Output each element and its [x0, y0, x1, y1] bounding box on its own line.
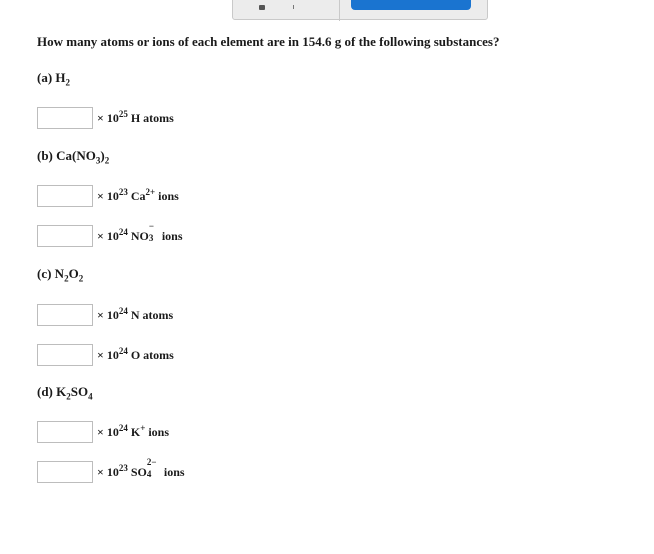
toolbar-divider — [339, 0, 340, 21]
exponent-text: 24 — [118, 345, 128, 356]
o-atoms-unit — [97, 345, 174, 363]
no3-ion-scripts — [148, 221, 159, 244]
part-c-label-sub: 2 — [64, 273, 69, 284]
species-text: O atoms — [130, 347, 174, 362]
top-toolbar-panel — [232, 0, 488, 20]
answer-row-k-ions — [37, 421, 169, 443]
part-c-label-text: (c) N — [37, 266, 65, 281]
exponent-text: 23 — [118, 186, 128, 197]
ca-ions-input[interactable] — [37, 185, 93, 207]
k-ions-unit — [97, 422, 170, 440]
charge-text: 2+ — [145, 186, 156, 197]
part-b-label — [37, 148, 109, 164]
toolbar-tick-mark — [293, 5, 294, 9]
subscript-text: 4 — [146, 469, 152, 479]
part-d-label — [37, 384, 93, 400]
subscript-text: 3 — [148, 233, 154, 243]
multiplier-text: × 10 — [97, 465, 119, 479]
species-text: SO — [130, 465, 147, 479]
multiplier-text: × 10 — [97, 424, 119, 439]
answer-row-h-atoms — [37, 107, 174, 129]
part-b-label-text: (b) Ca(NO — [37, 148, 96, 163]
part-c-label-sub2: 2 — [78, 273, 84, 284]
charge-text: 2− — [146, 457, 157, 467]
charge-text: + — [140, 422, 146, 433]
suffix-text: ions — [161, 229, 183, 243]
part-d-label-mid: SO — [70, 384, 89, 399]
suffix-text: ions — [148, 424, 170, 439]
k-ions-input[interactable] — [37, 421, 93, 443]
part-b-label-sub-inner: 3 — [95, 155, 101, 166]
exponent-text: 24 — [118, 227, 128, 237]
toolbar-dark-icon — [259, 5, 265, 10]
so4-ions-unit — [97, 457, 185, 480]
multiplier-text: × 10 — [97, 229, 119, 243]
so4-ions-input[interactable] — [37, 461, 93, 483]
charge-text: − — [148, 221, 154, 231]
suffix-text: ions — [163, 465, 185, 479]
no3-ions-input[interactable] — [37, 225, 93, 247]
part-a-label — [37, 70, 70, 86]
ca-ions-unit — [97, 186, 179, 204]
species-text: H atoms — [130, 110, 174, 125]
n-atoms-input[interactable] — [37, 304, 93, 326]
answer-row-o-atoms — [37, 344, 174, 366]
n-atoms-unit — [97, 305, 174, 323]
toolbar-blue-button[interactable] — [351, 0, 471, 10]
species-text: Ca — [130, 188, 146, 203]
part-c-label — [37, 266, 83, 282]
suffix-text: ions — [158, 188, 179, 203]
part-b-label-close: ) — [100, 148, 105, 163]
no3-ions-unit — [97, 221, 183, 244]
exponent-text: 24 — [118, 422, 128, 433]
multiplier-text: × 10 — [97, 188, 119, 203]
species-text: K — [130, 424, 141, 439]
answer-row-n-atoms — [37, 304, 173, 326]
question-text: How many atoms or ions of each element are in 154.6 g of the following substances? — [37, 34, 500, 49]
answer-row-ca-ions — [37, 185, 179, 207]
multiplier-text: × 10 — [97, 307, 119, 322]
part-d-label-sub2: 4 — [88, 391, 93, 402]
part-a-label-sub: 2 — [65, 77, 71, 88]
exponent-text: 24 — [118, 305, 128, 316]
part-b-label-sub: 2 — [104, 155, 110, 166]
part-d-label-sub: 2 — [66, 391, 71, 402]
part-a-label-text: (a) H — [37, 70, 66, 85]
exponent-text: 25 — [118, 108, 128, 119]
h-atoms-input[interactable] — [37, 107, 93, 129]
multiplier-text: × 10 — [97, 347, 119, 362]
species-text: NO — [130, 229, 149, 243]
o-atoms-input[interactable] — [37, 344, 93, 366]
multiplier-text: × 10 — [97, 110, 119, 125]
answer-row-no3-ions — [37, 221, 183, 247]
h-atoms-unit — [97, 108, 174, 126]
part-c-label-mid: O — [68, 266, 79, 281]
answer-row-so4-ions — [37, 457, 185, 483]
exponent-text: 23 — [118, 463, 128, 473]
species-text: N atoms — [130, 307, 174, 322]
so4-ion-scripts — [146, 457, 161, 480]
part-d-label-text: (d) K — [37, 384, 67, 399]
